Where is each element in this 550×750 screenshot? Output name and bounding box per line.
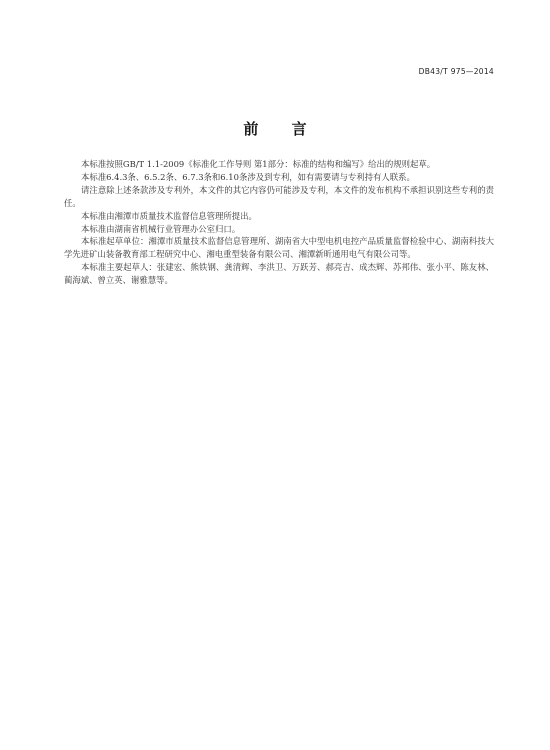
paragraph-drafters: 本标准主要起草人：张建宏、熊铁钢、龚清辉、李洪卫、万跃芳、郝亮吉、成杰辉、苏邦伟、张小平、陈友林、蔺海斌、曾立英、谢雅慧等。 [64, 262, 494, 286]
paragraph-centralized-by: 本标准由湖南省机械行业管理办公室归口。 [81, 223, 241, 234]
paragraph-patent-clauses: 本标准6.4.3条、6.5.2条、6.7.3条和6.10条涉及到专利，如有需要请与专利持有人联系。 [81, 171, 415, 182]
paragraph-proposed-by: 本标准由湘潭市质量技术监督信息管理所提出。 [81, 210, 257, 221]
paragraph-drafting-rules: 本标准按照GB/T 1.1-2009《标准化工作导则 第1部分：标准的结构和编写》给出的规则起草。 [81, 159, 436, 169]
foreword-body [64, 158, 494, 287]
paragraph-drafting-units: 本标准起草单位：湘潭市质量技术监督信息管理所、湖南省大中型电机电控产品质量监督检验中心、湖南科技大学先进矿山装备教育部工程研究中心、湘电重型装备有限公司、湘潭新昕通用电气有限公司等。 [64, 236, 494, 260]
standard-number: DB43/T 975—2014 [418, 67, 494, 76]
page-title: 前 言 [243, 120, 321, 138]
paragraph-patent-notice: 请注意除上述条款涉及专利外，本文件的其它内容仍可能涉及专利，本文件的发布机构不承担识别这些专利的责任。 [64, 184, 494, 208]
